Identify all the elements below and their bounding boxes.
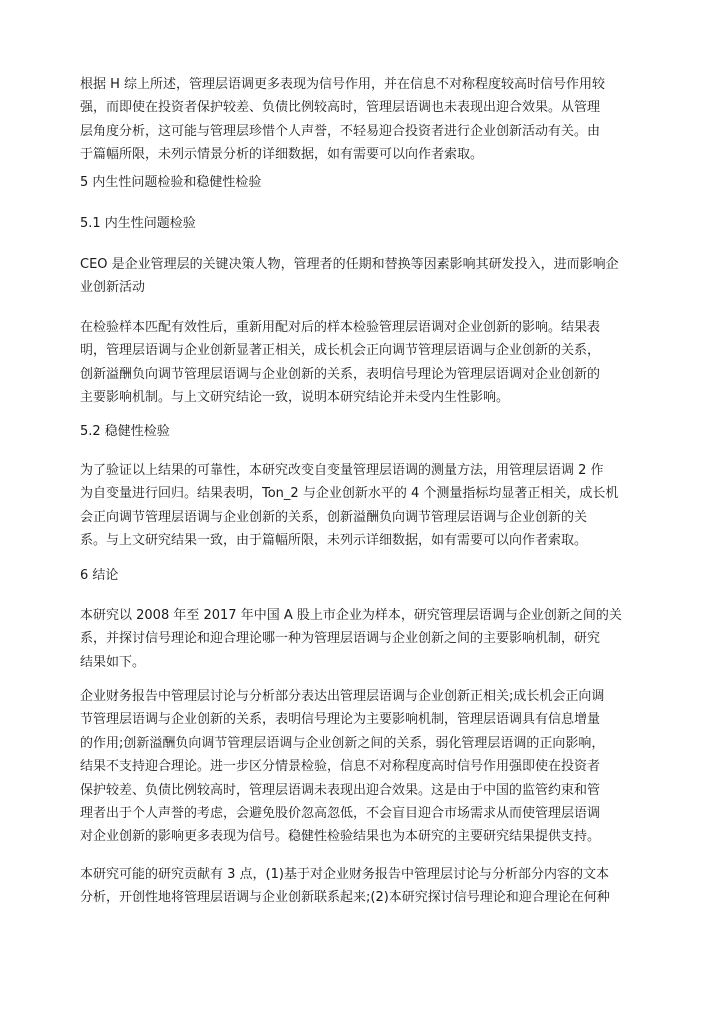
paragraph-line: 主要影响机制。与上文研究结论一致，说明本研究结论并未受内生性影响。 bbox=[80, 390, 510, 406]
paragraph-line: 系，并探讨信号理论和迎合理论哪一种为管理层语调与企业创新之间的主要影响机制，研究 bbox=[80, 631, 601, 647]
paragraph-scenario-summary bbox=[80, 73, 645, 167]
paragraph-line: 层角度分析，这可能与管理层珍惜个人声誉，不轻易迎合投资者进行企业创新活动有关。由 bbox=[80, 123, 601, 139]
paragraph-line: CEO 是企业管理层的关键决策人物，管理者的任期和替换等因素影响其研发投入，进而影响企 bbox=[80, 257, 619, 272]
section-heading-5-1: 5.1 内生性问题检验 bbox=[80, 216, 196, 231]
paragraph-line: 明，管理层语调与企业创新显著正相关，成长机会正向调节管理层语调与企业创新的关系， bbox=[80, 343, 601, 359]
section-heading-5-2: 5.2 稳健性检验 bbox=[80, 424, 170, 439]
paragraph-line: 创新溢酬负向调节管理层语调与企业创新的关系，表明信号理论为管理层语调对企业创新的 bbox=[80, 366, 601, 382]
paragraph-line: 对企业创新的影响更多表现为信号。稳健性检验结果也为本研究的主要研究结果提供支持。 bbox=[80, 829, 601, 845]
paragraph-line: 本研究以 2008 年至 2017 年中国 A 股上市企业为样本，研究管理层语调与企业创新之间的关 bbox=[80, 608, 622, 623]
paragraph-contributions bbox=[80, 863, 645, 910]
paragraph-line: 为自变量进行回归。结果表明，Ton_2 与企业创新水平的 4 个测量指标均显著正相关，成长机 bbox=[80, 486, 619, 502]
paragraph-robustness bbox=[80, 459, 645, 553]
section-heading-5: 5 内生性问题检验和稳健性检验 bbox=[80, 175, 262, 190]
paragraph-line: 节管理层语调与企业创新的关系，表明信号理论为主要影响机制，管理层语调具有信息增量 bbox=[80, 712, 601, 728]
paragraph-line: 保护较差、负债比例较高时，管理层语调未表现出迎合效果。这是由于中国的监管约束和管 bbox=[80, 782, 601, 798]
paragraph-line: 的作用;创新溢酬负向调节管理层语调与企业创新之间的关系，弱化管理层语调的正向影响， bbox=[80, 735, 605, 751]
paragraph-endogeneity-result bbox=[80, 316, 645, 410]
paragraph-ceo bbox=[80, 253, 645, 300]
paragraph-line: 业创新活动 bbox=[80, 280, 146, 296]
paragraph-line: 本研究可能的研究贡献有 3 点，(1)基于对企业财务报告中管理层讨论与分析部分内容的文本 bbox=[80, 867, 609, 882]
section-heading-6: 6 结论 bbox=[80, 568, 119, 583]
paragraph-line: 结果如下。 bbox=[80, 654, 146, 670]
paragraph-line: 为了验证以上结果的可靠性，本研究改变自变量管理层语调的测量方法，用管理层语调 2 作 bbox=[80, 463, 604, 478]
paragraph-line: 结果不支持迎合理论。进一步区分情景检验，信息不对称程度高时信号作用强即使在投资者 bbox=[80, 759, 601, 775]
paragraph-line: 企业财务报告中管理层讨论与分析部分表达出管理层语调与企业创新正相关;成长机会正向调 bbox=[80, 689, 605, 704]
paragraph-line: 会正向调节管理层语调与企业创新的关系，创新溢酬负向调节管理层语调与企业创新的关 bbox=[80, 509, 588, 525]
paragraph-line: 理者出于个人声誉的考虑，会避免股价忽高忽低，不会盲目迎合市场需求从而使管理层语调 bbox=[80, 805, 601, 821]
paragraph-line: 系。与上文研究结果一致，由于篇幅所限，未列示详细数据，如有需要可以向作者索取。 bbox=[80, 533, 588, 549]
paragraph-line: 在检验样本匹配有效性后，重新用配对后的样本检验管理层语调对企业创新的影响。结果表 bbox=[80, 320, 601, 335]
paragraph-line: 强，而即使在投资者保护较差、负债比例较高时，管理层语调也未表现出迎合效果。从管理 bbox=[80, 100, 601, 116]
paragraph-conclusion-findings bbox=[80, 685, 645, 849]
paragraph-line: 于篇幅所限，未列示情景分析的详细数据，如有需要可以向作者索取。 bbox=[80, 147, 484, 163]
paragraph-line: 分析，开创性地将管理层语调与企业创新联系起来;(2)本研究探讨信号理论和迎合理论在何种 bbox=[80, 890, 610, 906]
paragraph-line: 根据 H 综上所述，管理层语调更多表现为信号作用，并在信息不对称程度较高时信号作用较 bbox=[80, 77, 606, 92]
paragraph-conclusion-intro bbox=[80, 604, 645, 674]
